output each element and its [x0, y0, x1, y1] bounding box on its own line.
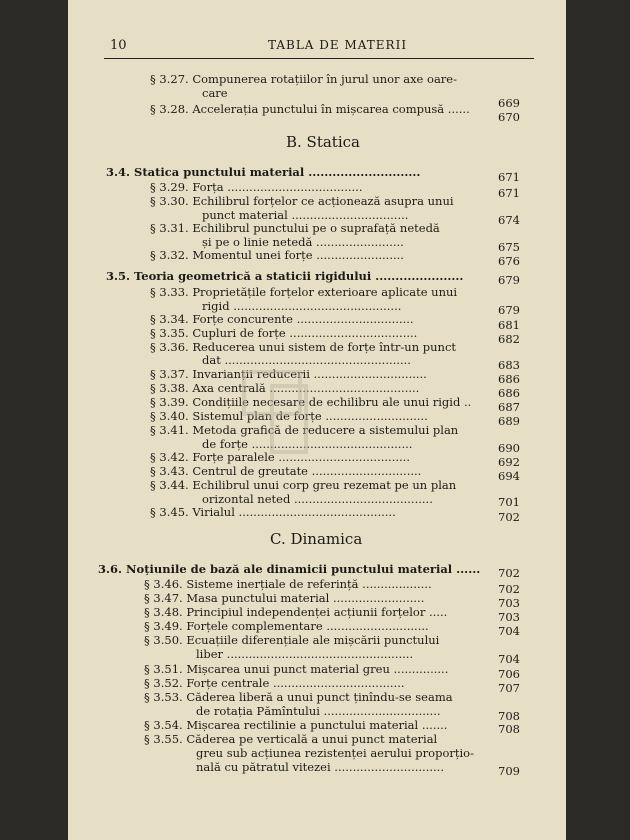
- toc-entry: orizontal neted ......................................: [202, 492, 433, 506]
- toc-entry: care: [202, 86, 228, 100]
- toc-page-number: 708: [498, 722, 520, 736]
- watermark: [236, 368, 412, 458]
- toc-page-number: 671: [498, 170, 520, 184]
- toc-page-number: 681: [498, 318, 520, 332]
- toc-entry: § 3.42. Forțe paralele ....................................: [150, 450, 410, 464]
- toc-entry: § 3.37. Invarianții reducerii ...............................: [150, 367, 427, 381]
- toc-page-number: 702: [498, 566, 520, 580]
- section-heading: B. Statica: [286, 133, 360, 151]
- toc-entry: § 3.48. Principiul independenței acțiunii forțelor .....: [144, 605, 448, 619]
- toc-entry: § 3.27. Compunerea rotațiilor în jurul unor axe oare-: [150, 72, 457, 86]
- toc-chapter-entry: 3.4. Statica punctului material ............................: [106, 165, 421, 179]
- toc-entry: § 3.29. Forța .....................................: [150, 180, 363, 194]
- toc-page-number: 706: [498, 667, 520, 681]
- toc-chapter-entry: 3.6. Noțiunile de bază ale dinamicii punctului material ......: [98, 562, 481, 576]
- toc-entry: § 3.38. Axa centrală .........................................: [150, 381, 420, 395]
- section-heading: C. Dinamica: [270, 530, 363, 548]
- toc-entry: § 3.30. Echilibrul forțelor ce acționează asupra unui: [150, 194, 454, 208]
- toc-page-number: 709: [498, 764, 520, 778]
- toc-entry: punct material ................................: [202, 208, 409, 222]
- toc-page-number: 679: [498, 273, 520, 287]
- toc-page-number: 674: [498, 213, 520, 227]
- toc-page-number: 694: [498, 469, 520, 483]
- toc-entry: nală cu pătratul vitezei ..............................: [196, 760, 444, 774]
- toc-page-number: 704: [498, 652, 520, 666]
- toc-entry: § 3.33. Proprietățile forțelor exterioare aplicate unui: [150, 285, 458, 299]
- toc-entry: § 3.44. Echilibrul unui corp greu rezemat pe un plan: [150, 478, 457, 492]
- toc-entry: § 3.49. Forțele complementare ............................: [144, 619, 429, 633]
- toc-page-number: 687: [498, 400, 520, 414]
- toc-page-number: 676: [498, 254, 520, 268]
- toc-entry: § 3.54. Mișcarea rectilinie a punctului material .......: [144, 718, 448, 732]
- toc-page-number: 690: [498, 441, 520, 455]
- toc-entry: § 3.47. Masa punctului material .........................: [144, 591, 425, 605]
- toc-page-number: 703: [498, 596, 520, 610]
- toc-entry: § 3.53. Căderea liberă a unui punct ținîndu-se seama: [144, 690, 453, 704]
- toc-entry: § 3.51. Mișcarea unui punct material greu ...............: [144, 662, 449, 676]
- header-rule: [104, 58, 534, 59]
- toc-entry: § 3.40. Sistemul plan de forțe ............................: [150, 409, 428, 423]
- toc-entry: § 3.50. Ecuațiile diferențiale ale mișcării punctului: [144, 633, 440, 647]
- toc-entry: liber ...................................................: [196, 647, 414, 661]
- toc-entry: § 3.52. Forțe centrale ....................................: [144, 676, 405, 690]
- toc-chapter-entry: 3.5. Teoria geometrică a staticii rigidului ......................: [106, 269, 464, 283]
- toc-page-number: 707: [498, 681, 520, 695]
- running-header-title: TABLA DE MATERII: [268, 38, 408, 52]
- page-number: 10: [110, 38, 127, 53]
- toc-page-number: 675: [498, 240, 520, 254]
- toc-entry: § 3.31. Echilibrul punctului pe o suprafață netedă: [150, 221, 440, 235]
- toc-entry: de rotația Pămîntului ................................: [196, 704, 441, 718]
- toc-page-number: 686: [498, 386, 520, 400]
- toc-page-number: 669: [498, 96, 520, 110]
- toc-entry: § 3.28. Accelerația punctului în mișcarea compusă ......: [150, 102, 470, 116]
- toc-page-number: 670: [498, 110, 520, 124]
- toc-entry: § 3.34. Forțe concurente ................................: [150, 312, 414, 326]
- book-page: [68, 0, 566, 840]
- toc-entry: greu sub acțiunea rezistenței aerului proporțio-: [196, 746, 474, 760]
- toc-page-number: 702: [498, 582, 520, 596]
- toc-entry: § 3.55. Căderea pe verticală a unui punct material: [144, 732, 438, 746]
- toc-page-number: 686: [498, 372, 520, 386]
- toc-page-number: 679: [498, 303, 520, 317]
- toc-entry: dat ...................................................: [202, 353, 411, 367]
- toc-page-number: 689: [498, 414, 520, 428]
- toc-page-number: 701: [498, 495, 520, 509]
- toc-entry: § 3.39. Condițiile necesare de echilibru ale unui rigid ..: [150, 395, 472, 409]
- toc-entry: și pe o linie netedă ........................: [202, 235, 404, 249]
- toc-page-number: 704: [498, 624, 520, 638]
- toc-entry: § 3.46. Sisteme inerțiale de referință ...................: [144, 577, 432, 591]
- toc-page-number: 682: [498, 332, 520, 346]
- toc-page-number: 702: [498, 510, 520, 524]
- toc-entry: § 3.43. Centrul de greutate ..............................: [150, 464, 422, 478]
- toc-page-number: 692: [498, 455, 520, 469]
- toc-entry: § 3.41. Metoda grafică de reducere a sistemului plan: [150, 423, 459, 437]
- toc-page-number: 703: [498, 610, 520, 624]
- toc-page-number: 671: [498, 186, 520, 200]
- toc-entry: rigid ..............................................: [202, 299, 402, 313]
- toc-entry: § 3.36. Reducerea unui sistem de forțe într-un punct: [150, 340, 457, 354]
- toc-entry: § 3.35. Cupluri de forțe ...................................: [150, 326, 418, 340]
- toc-page-number: 683: [498, 358, 520, 372]
- toc-page-number: 708: [498, 709, 520, 723]
- toc-entry: § 3.45. Virialul ...........................................: [150, 505, 396, 519]
- toc-entry: § 3.32. Momentul unei forțe ........................: [150, 248, 404, 262]
- toc-entry: de forțe ............................................: [202, 437, 413, 451]
